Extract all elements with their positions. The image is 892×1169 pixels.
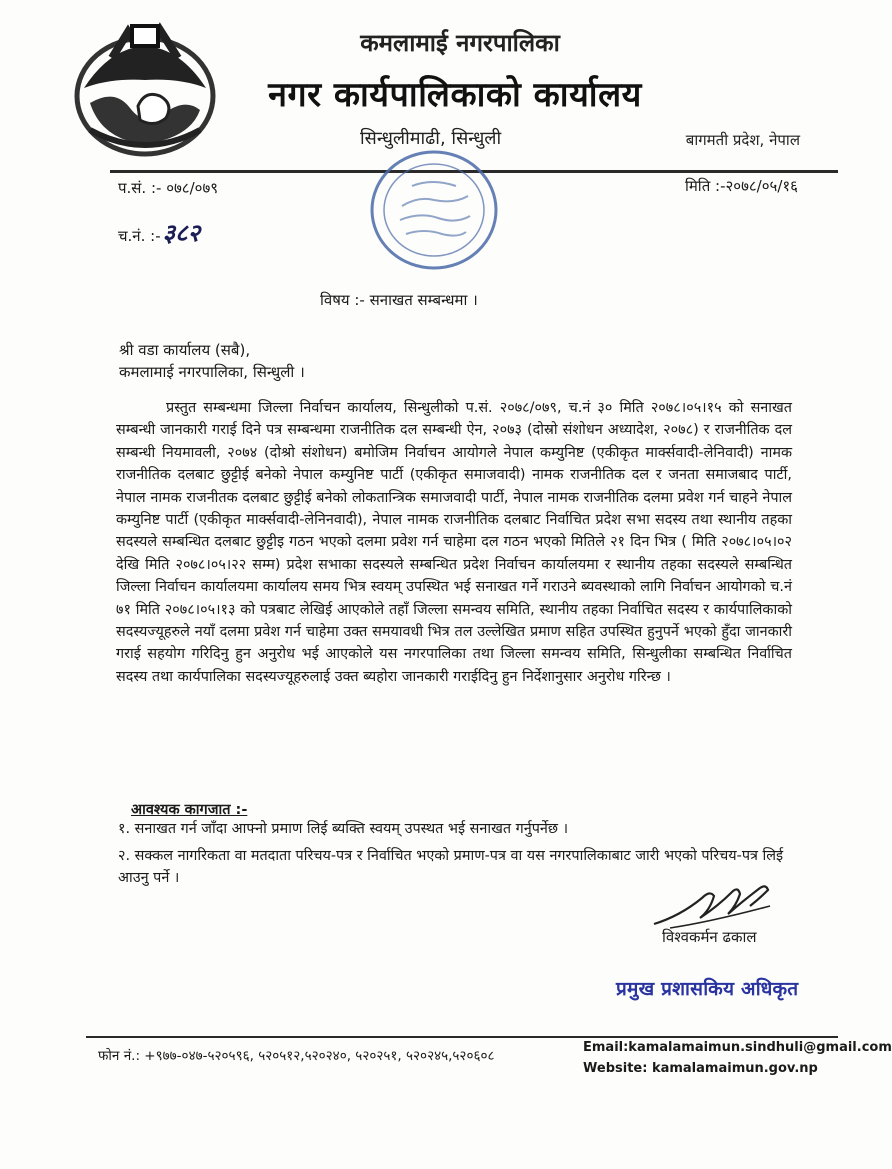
letter-date: मिति :-२०७८/०५/१६ — [684, 177, 798, 195]
letter-body: प्रस्तुत सम्बन्धमा जिल्ला निर्वाचन कार्यालय, सिन्धुलीको प.सं. २०७८/०७९, च.नं ३० मिति २०७८।०५।१५ को सनाखत सम्बन्धी जानकारी गराई दिने पत्र सम्बन्धमा राजनीतिक दल सम्बन्धी ऐन, २०७३ (दोस्रो संशोधन अध्यादेश, २०७८) र राजनीतिक दल सम्बन्धी नियमावली, २०७४ (दोश्रो संशोधन) बमोजिम निर्वाचन आयोगले नेपाल कम्युनिष्ट (एकीकृत मार्क्सवादी-लेनिवादी) नामक राजनीतिक दलबाट छुट्टीई बनेको नेपाल कम्युनिष्ट पार्टी (एकीकृत समाजवादी) नामक राजनीतिक दल र जनता समाजबाद पार्टी, नेपाल नामक राजनीतक दलबाट छुट्टीई बनेको लोकतान्त्रिक समाजवादी पार्टी, नेपाल नामक राजनीतिक दलमा प्रवेश गर्न चाहने नेपाल कम्युनिष्ट पार्टी (एकीकृत मार्क्सवादी-लेनिनवादी), नेपाल नामक राजनीतिक दलबाट निर्वाचित प्रदेश सभा सदस्य तथा स्थानीय तहका सदस्यले सम्बन्धित दलबाट छुट्टीइ गठन भएको दलमा प्रवेश गर्न चाहेमा दल गठन भएको मितिले २१ दिन भित्र ( मिति २०७८।०५।०२ देखि मिति २०७८।०५।२२ सम्म) प्रदेश सभाका सदस्यले सम्बन्धित प्रदेश निर्वाचन कार्यालयमा र स्थानीय तहका सदस्यले सम्बन्धित जिल्ला निर्वाचन कार्यालयमा कार्यालय समय भित्र स्वयम् उपस्थित भई सनाखत गर्ने गराउने ब्यवस्थाको लागि निर्वाचन आयोगको च.नं ७१ मिति २०७८।०५।१३ को पत्रबाट लेखिई आएकोले तहाँ जिल्ला समन्वय समिति, स्थानीय तहका निर्वाचित सदस्य र कार्यपालिकाको सदस्यज्यूहरुले नयाँ दलमा प्रवेश गर्न चाहेमा उक्त समयावधी भित्र तल उल्लेखित प्रमाण सहित उपस्थित हुनुपर्ने भएको हुँदा जानकारी गराई सहयोग गरिदिनु हुन अनुरोध भई आएकोले यस नगरपालिका तथा जिल्ला समन्वय समिति, सिन्धुलीका सम्बन्धित निर्वाचित सदस्य तथा कार्यपालिका सदस्यज्यूहरुलाई उक्त ब्यहोरा जानकारी गराईदिनु हुन निर्देशानुसार अनुरोध गरिन्छ । — [116, 400, 792, 685]
footer-divider — [86, 1036, 838, 1038]
dispatch-label: च.नं. :- — [118, 227, 161, 245]
province-name: बागमती प्रदेश, नेपाल — [685, 131, 800, 149]
footer-email: Email:kamalamaimun.sindhuli@gmail.com — [583, 1040, 892, 1055]
requirements-heading: आवश्यक कागजात :- — [131, 802, 248, 818]
dispatch-number-line — [118, 216, 200, 249]
signatory-name: विश्वकर्मन ढकाल — [662, 928, 757, 946]
office-location: सिन्धुलीमाढी, सिन्धुली — [360, 128, 502, 149]
addressee-line-2: कमलामाई नगरपालिका, सिन्धुली । — [119, 363, 305, 381]
footer-website: Website: kamalamaimun.gov.np — [583, 1061, 818, 1076]
nepal-emblem-icon — [70, 18, 220, 168]
signatory-title: प्रमुख प्रशासकिय अधिकृत — [616, 978, 799, 1000]
footer-phone: फोन नं.: +९७७-०४७-५२०५९६, ५२०५१२,५२०२४०, ५२०२५१, ५२०२४५,५२०६०८ — [98, 1048, 495, 1064]
municipality-name: कमलामाई नगरपालिका — [360, 29, 560, 57]
office-seal-stamp — [366, 146, 502, 274]
addressee-line-1: श्री वडा कार्यालय (सबै), — [119, 341, 251, 359]
reference-number: प.सं. :- ०७८/०७९ — [118, 179, 219, 197]
subject-line: विषय :- सनाखत सम्बन्धमा । — [320, 291, 478, 309]
office-name: नगर कार्यपालिकाको कार्यालय — [268, 75, 642, 115]
list-item: १. सनाखत गर्न जाँदा आफ्नो प्रमाण लिई ब्यक्ति स्वयम् उपस्थत भई सनाखत गर्नुपर्नेछ । — [118, 821, 569, 837]
dispatch-number-handwritten: ३८२ — [162, 218, 201, 247]
list-item: २. सक्कल नागरिकता वा मतदाता परिचय-पत्र र निर्वाचित भएको प्रमाण-पत्र वा यस नगरपालिकाबाट जारी भएको परिचय-पत्र लिई आउनु पर्ने । — [118, 847, 784, 886]
